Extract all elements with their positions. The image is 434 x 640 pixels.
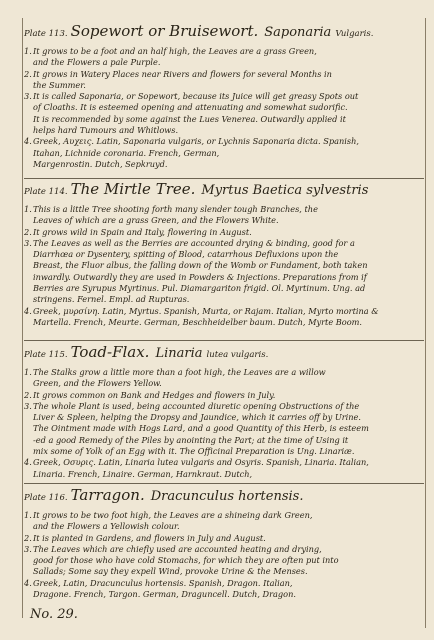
plant-latin-name: Linaria [155,346,203,361]
paragraph-number: 3. [24,91,32,102]
plant-variety: Vulgaris. [335,29,374,39]
paragraph-text [33,238,422,306]
paragraph-text [33,533,422,544]
text-line: The Ointment made with Hogs Lard, and a good Quantity of this Herb, is esteem [33,423,369,434]
plate-heading [24,343,422,364]
text-line: It grows in Watery Places near Rivers and flowers for several Months in [33,68,332,79]
paragraph-number: 1. [24,510,32,520]
text-line: Leaves of which are a grass Green, and the Flowers White. [33,215,279,226]
paragraph-text [33,227,422,238]
plate-section-116 [24,486,422,600]
numbered-paragraph [24,510,422,533]
text-line: and the Flowers a Yellowish colour. [33,521,180,532]
text-line: Sallads; Some say they expell Wind, provoke Urine & the Menses. [33,566,308,577]
numbered-paragraph [24,238,422,306]
numbered-paragraph [24,306,422,329]
right-border-rule [425,18,426,628]
text-line: It is planted in Gardens, and flowers in July and August. [33,532,266,543]
paragraph-number: 4. [24,136,32,147]
numbered-paragraph [24,367,422,390]
paragraph-text [33,204,422,227]
paragraph-text [33,367,422,390]
paragraph-text [33,544,422,578]
plate-description [24,510,422,600]
plate-heading [24,486,422,507]
paragraph-number: 3. [24,543,32,554]
paragraph-number: 3. [24,237,32,248]
numbered-paragraph [24,533,422,544]
paragraph-number: 2. [24,389,32,400]
plate-heading [24,180,422,201]
numbered-paragraph [24,227,422,238]
plant-variety: lutea vulgaris. [206,350,269,360]
text-line: of Cloaths. It is esteemed opening and attenuating and somewhat sudorific. [33,102,348,113]
text-line: The whole Plant is used, being accounted diuretic opening Obstructions of the [33,400,360,411]
text-line: Itahan, Lichnide coronaria. French, German, [33,147,220,158]
plant-common-name: Toad-Flax. [70,343,150,361]
plate-section-113 [24,22,422,170]
plant-common-name: Sopewort or Bruisewort. [70,22,259,40]
text-line: Liver & Spleen, helping the Dropsy and Jaundice, which it carries off by Urine. [33,412,361,423]
text-line: This is a little Tree shooting forth many slender tough Branches, the [33,204,318,214]
paragraph-number: 4. [24,577,32,588]
paragraph-number: 2. [24,68,32,79]
text-line: Greek, μυρσίνη. Latin, Myrtus. Spanish, Murta, or Rajam. Italian, Myrto mortina & [33,305,379,316]
numbered-paragraph [24,91,422,136]
text-line: mix some of Yolk of an Egg with it. The Officinal Preparation is Ung. Linariæ. [33,446,355,457]
numbered-paragraph [24,578,422,601]
paragraph-text [33,46,422,69]
paragraph-text [33,91,422,136]
paragraph-text [33,390,422,401]
plate-description [24,204,422,328]
paragraph-text [33,401,422,457]
text-line: The Leaves which are chiefly used are accounted heating and drying, [33,543,322,554]
text-line: and the Flowers a pale Purple. [33,57,161,68]
text-line: Greek, Αυχεις. Latin, Saponaria vulgaris, or Lychnis Saponaria dicta. Spanish, [33,136,359,147]
text-line: the Summer. [33,79,86,90]
plate-section-114 [24,180,422,328]
plant-latin-name: Dracunculus hortensis. [150,489,304,504]
text-line: stringens. Fernel. Empl. ad Rupturas. [33,294,190,305]
text-line: inwardly. Outwardly they are used in Powders & Injections. Preparations from if [33,271,367,282]
text-line: Margenrostin. Dutch, Sepkruyd. [33,158,168,169]
text-line: It grows to be two foot high, the Leaves are a shineing dark Green, [33,510,313,520]
text-line: Berries are Syrupus Myrtinus. Pul. Diamargariton frigid. Ol. Myrtinum. Ung. ad [33,283,366,294]
text-line: Greek, Οσυρις. Latin, Linaria lutea vulgaris and Osyris. Spanish, Linaria. Italian, [33,457,369,468]
plate-section-115 [24,343,422,480]
paragraph-number: 2. [24,226,32,237]
numbered-paragraph [24,204,422,227]
numbered-paragraph [24,457,422,480]
text-line: Greek, Latin, Dracunculus hortensis. Spanish, Dragon. Italian, [33,577,293,588]
paragraph-number: 4. [24,457,32,468]
text-line: It grows to be a foot and an half high, the Leaves are a grass Green, [33,46,317,56]
paragraph-text [33,578,422,601]
numbered-paragraph [24,401,422,457]
paragraph-text [33,457,422,480]
plate-number: Plate 114. [24,187,68,197]
plate-heading [24,22,422,43]
paragraph-number: 1. [24,367,32,377]
paragraph-number: 4. [24,305,32,316]
text-line: It is called Saponaria, or Sopewort, because its Juice will get greasy Spots out [33,91,359,102]
plate-description [24,46,422,170]
text-line: helps hard Tumours and Whitlows. [33,125,179,136]
plant-common-name: The Mirtle Tree. [70,180,196,198]
numbered-paragraph [24,46,422,69]
text-line: Green, and the Flowers Yellow. [33,378,162,389]
paragraph-text [33,136,422,170]
paragraph-text [33,510,422,533]
plate-number: Plate 116. [24,493,68,503]
numbered-paragraph [24,69,422,92]
text-line: It is recommended by some against the Lues Venerea. Outwardly applied it [33,113,346,124]
plate-number: Plate 113. [24,29,68,39]
plant-latin-name: Myrtus Baetica sylvestris [201,183,369,198]
plate-number: Plate 115. [24,350,68,360]
paragraph-number: 3. [24,400,32,411]
text-line: -ed a good Remedy of the Piles by anointing the Part; at the time of Using it [33,434,349,445]
section-divider [24,178,424,179]
text-line: Martella. French, Meurte. German, Beschheidelber baum. Dutch, Myrte Boom. [33,316,363,327]
plant-common-name: Tarragon. [70,486,145,504]
text-line: It grows wild in Spain and Italy, flowering in August. [33,226,252,237]
text-line: The Leaves as well as the Berries are accounted drying & binding, good for a [33,237,355,248]
paragraph-text [33,306,422,329]
paragraph-number: 2. [24,532,32,543]
numbered-paragraph [24,136,422,170]
text-line: The Stalks grow a little more than a foot high, the Leaves are a willow [33,367,326,377]
plate-description [24,367,422,480]
numbered-paragraph [24,390,422,401]
paragraph-text [33,69,422,92]
text-line: good for those who have cold Stomachs, for which they are often put into [33,555,339,566]
text-line: It grows common on Bank and Hedges and flowers in July. [33,389,276,400]
page-number: No. 29. [30,607,78,622]
text-line: Diarrhœa or Dysentery, spitting of Blood, catarrhous Defluxions upon the [33,249,339,260]
text-line: Linaria. French, Linaire. German, Harnkraut. Dutch, [33,468,253,479]
paragraph-number: 1. [24,46,32,56]
section-divider [24,340,424,341]
text-line: Dragone. French, Targon. German, Draguncell. Dutch, Dragon. [33,589,296,600]
numbered-paragraph [24,544,422,578]
left-border-rule [22,18,23,618]
text-line: Breast, the Fluor albus, the falling down of the Womb or Fundament, both taken [33,260,368,271]
plant-latin-name: Saponaria [264,25,332,40]
section-divider [24,483,424,484]
paragraph-number: 1. [24,204,32,214]
